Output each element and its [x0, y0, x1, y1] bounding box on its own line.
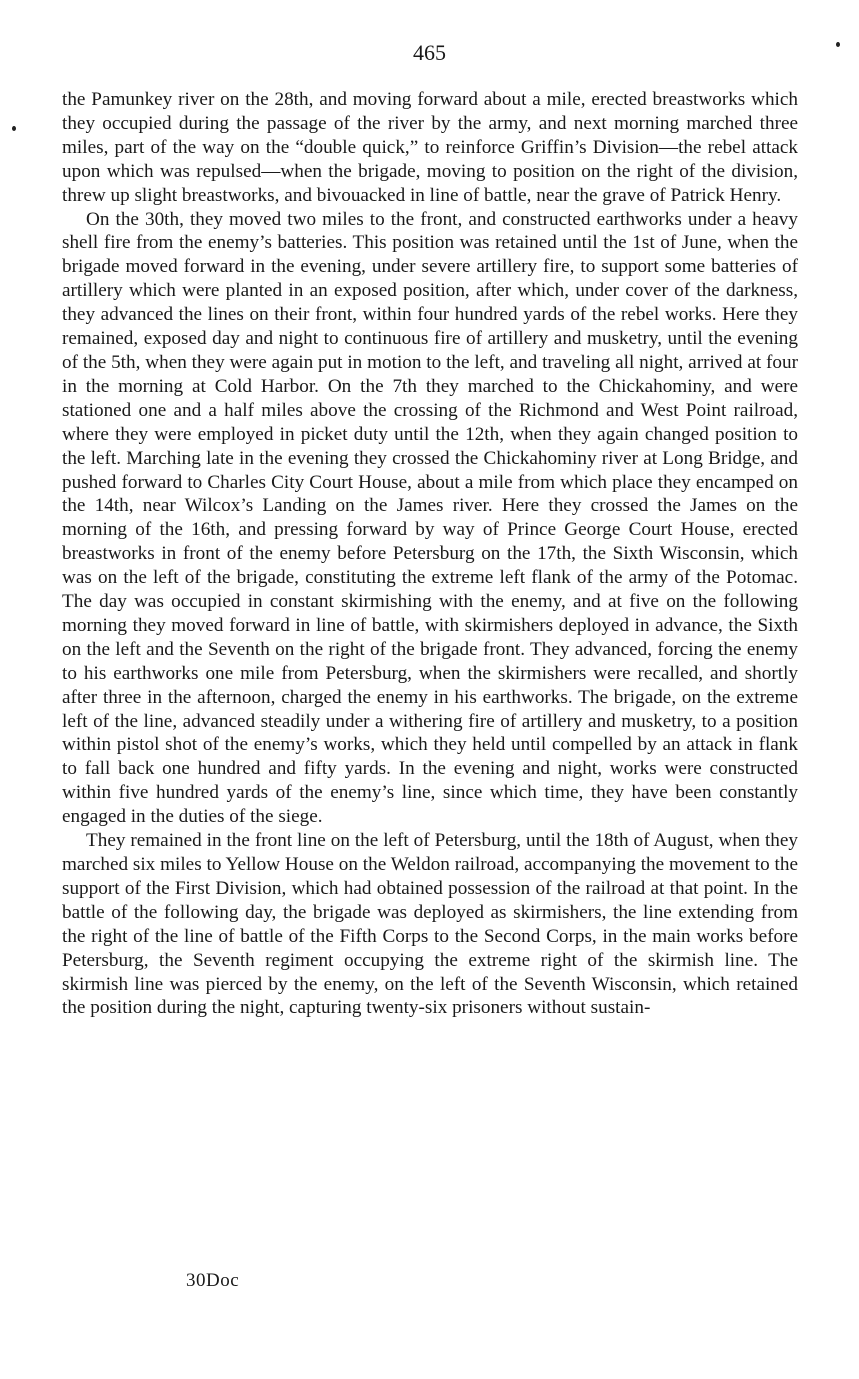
page-number: 465	[413, 40, 446, 65]
signature-mark: 30Doc	[186, 1270, 240, 1291]
speck-mark	[836, 42, 840, 47]
paragraph-3: They remained in the front line on the left of Petersburg, until the 18th of August, when they marched six miles to Yellow House on the Weldon railroad, accompanying the movement to the support of the First Division, which had obtained possession of the railroad at that point. In the battle of the following day, the brigade was deployed as skirmishers, the line extending from the right of the line of battle of the Fifth Corps to the Second Corps, in the main works before Petersburg, the Seventh regiment occupying the extreme right of the skirmish line. The skirmish line was pierced by the enemy, on the left of the Seventh Wisconsin, which retained the position during the night, capturing twenty-six prisoners without sustain-	[62, 830, 798, 1019]
paragraph-1: the Pamunkey river on the 28th, and moving forward about a mile, erected breastworks which they occupied during the passage of the river by the army, and next morning marched three miles, part of the way on the “double quick,” to reinforce Griffin’s Division—the rebel attack upon which was repulsed—when the brigade, moving to position on the right of the division, threw up slight breastworks, and bivouacked in line of battle, near the grave of Patrick Henry.	[62, 89, 798, 206]
paragraph-2: On the 30th, they moved two miles to the front, and constructed earthworks under a heavy shell fire from the enemy’s batteries. This position was retained until the 1st of June, when the brigade moved forward in the evening, under severe artillery fire, to support some batteries of artillery which were planted in an exposed position, after which, under cover of the darkness, they advanced the lines on their front, within four hundred yards of the rebel works. Here they remained, exposed day and night to continuous fire of artillery and musketry, until the evening of the 5th, when they were again put in motion to the left, and traveling all night, arrived at four in the morning at Cold Harbor. On the 7th they marched to the Chickahominy, and were stationed one and a half miles above the crossing of the Richmond and West Point railroad, where they were employed in picket duty until the 12th, when they again changed position to the left. Marching late in the evening they crossed the Chickahominy river at Long Bridge, and pushed forward to Charles City Court House, about a mile from which place they encamped on the 14th, near Wilcox’s Landing on the James river. Here they crossed the James on the morning of the 16th, and pressing forward by way of Prince George Court House, erected breastworks in front of the enemy before Petersburg on the 17th, the Sixth Wisconsin, which was on the left of the brigade, constituting the extreme left flank of the army of the Potomac. The day was occupied in constant skirmishing with the enemy, and at five on the following morning they moved forward in line of battle, with skirmishers deployed in advance, the Sixth on the left and the Seventh on the right of the brigade front. They advanced, forcing the enemy to his earthworks one mile from Petersburg, when the skirmishers were recalled, and shortly after three in the afternoon, charged the enemy in his earthworks. The brigade, on the extreme left of the line, advanced steadily under a withering fire of artillery and musketry, to a position within pistol shot of the enemy’s works, which they held until compelled by an attack in flank to fall back one hundred and fifty yards. In the evening and night, works were constructed within five hundred yards of the enemy’s line, since which time, they have been constantly engaged in the duties of the siege.	[62, 208, 798, 828]
body-text	[62, 88, 798, 1020]
speck-mark	[12, 126, 16, 131]
